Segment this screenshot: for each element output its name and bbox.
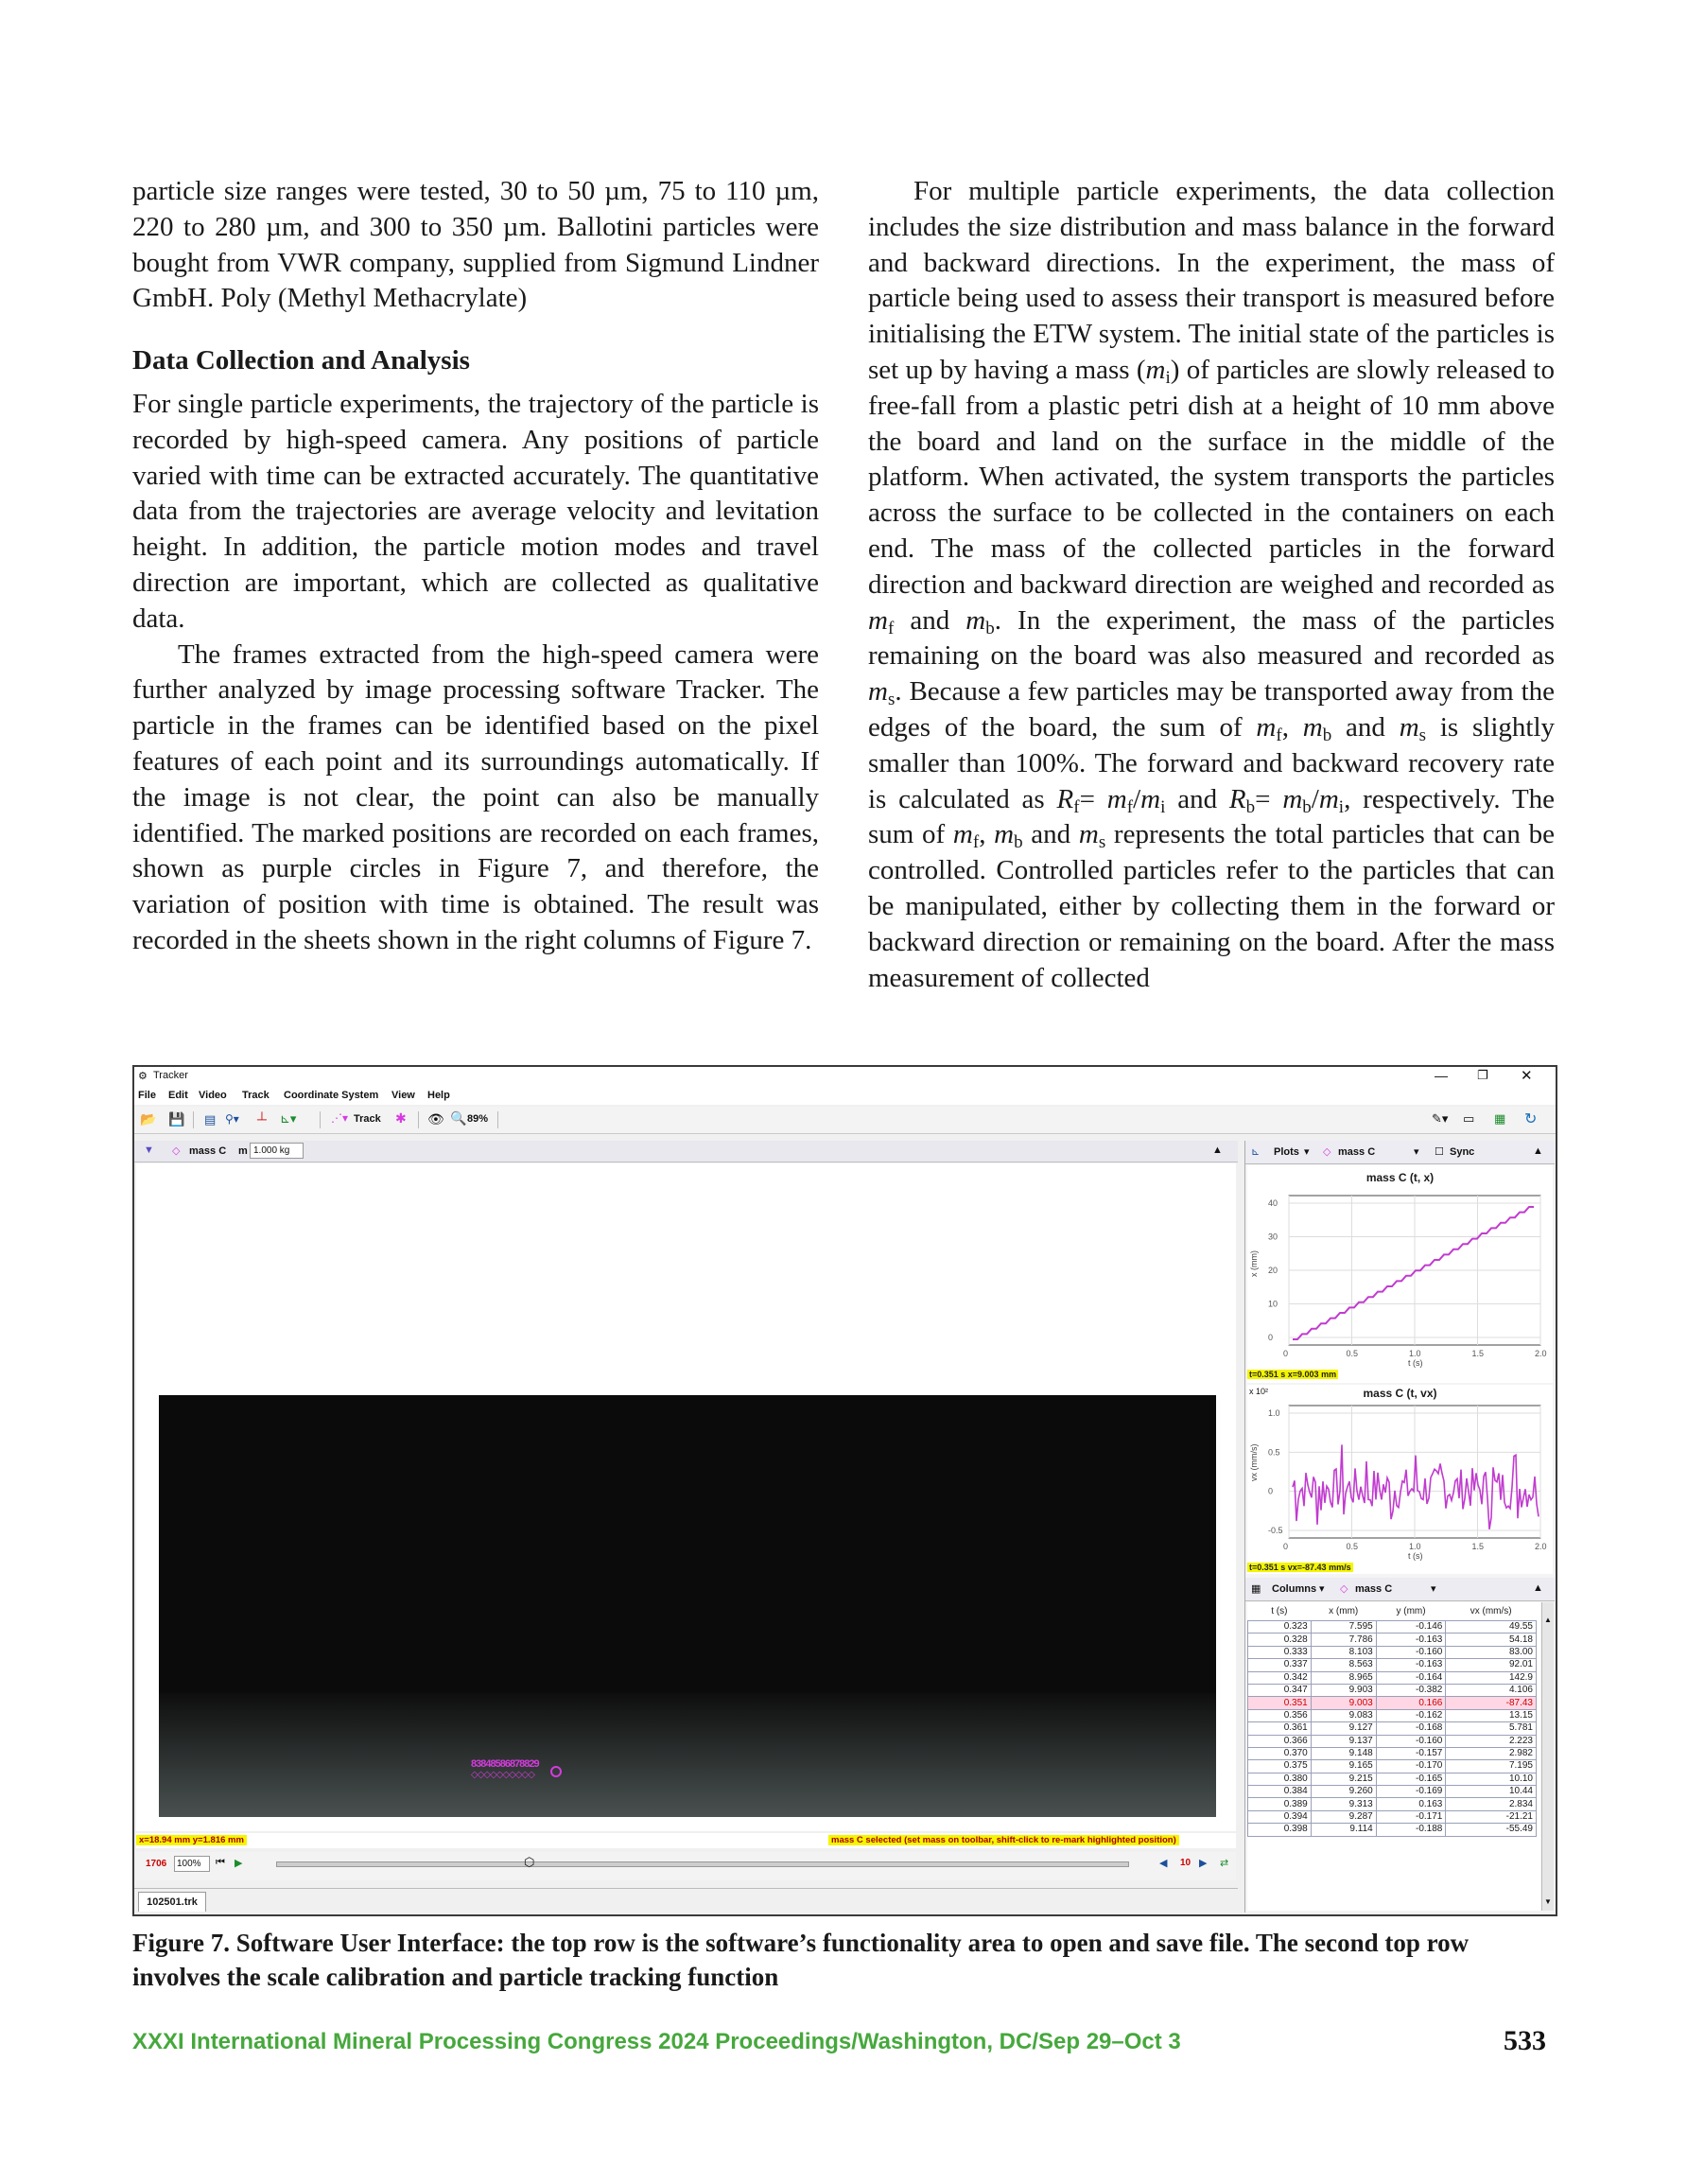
footer-text: XXXI International Mineral Processing Congress 2024 Proceedings/Washington, DC/Sep 29–Oct 3 (132, 2029, 1181, 2054)
table-cell[interactable]: 2.982 (1446, 1747, 1537, 1759)
sync-label: Sync (1450, 1146, 1475, 1158)
right-text-column (868, 174, 1555, 996)
paragraph: For single particle experiments, the trajectory of the particle is recorded by high-speed camera. Any positions of particle varied with time can be extracted accurately. The quantitative data from the trajectories are average velocity and levitation height. In addition, the particle motion modes and travel direction are important, which are collected as qualitative data. (132, 388, 819, 634)
table-row[interactable] (1248, 1671, 1537, 1684)
table-toolbar (1245, 1578, 1555, 1601)
sync-checkbox[interactable]: ☐ (1435, 1146, 1444, 1158)
zoom-level[interactable]: 89% (467, 1113, 489, 1125)
play-icon[interactable]: ▶ (235, 1858, 243, 1869)
table-cell[interactable]: 0.166 (1376, 1697, 1446, 1709)
paragraph: particle size ranges were tested, 30 to 50 µm, 75 to 110 µm, 220 to 280 µm, and 300 to 350 µm. Ballotini particles were bought from VWR company, supplied from Sigmund Lindner GmbH. Poly (Methyl Methacrylate) (132, 176, 819, 314)
table-cell[interactable]: -0.171 (1376, 1810, 1446, 1823)
table-cell[interactable]: 9.165 (1311, 1760, 1376, 1773)
x-tick-label: 2.0 (1535, 1349, 1547, 1358)
track-menu-triangle-icon[interactable]: ▼ (144, 1144, 154, 1156)
table-cell[interactable]: 0.398 (1248, 1824, 1312, 1836)
table-row[interactable] (1248, 1709, 1537, 1721)
plot-title: mass C (t, vx) (1363, 1387, 1437, 1400)
scroll-up-icon[interactable]: ▲ (1544, 1616, 1552, 1624)
track-name[interactable]: mass C (189, 1145, 227, 1157)
table-cell[interactable]: 9.313 (1311, 1798, 1376, 1810)
table-cell[interactable]: 10.44 (1446, 1786, 1537, 1798)
status-message: mass C selected (set mass on toolbar, shift-click to re-mark highlighted position) (828, 1835, 1179, 1845)
rewind-icon[interactable]: ⏮ (216, 1857, 225, 1868)
table-cell[interactable]: 0.333 (1248, 1646, 1312, 1658)
track-button-label[interactable]: Track (354, 1113, 381, 1125)
x-axis-label: t (s) (1408, 1358, 1423, 1368)
table-cell[interactable]: -55.49 (1446, 1824, 1537, 1836)
step-back-icon[interactable]: ◀ (1159, 1858, 1168, 1869)
left-text-column (132, 174, 819, 959)
step-size[interactable]: 10 (1180, 1858, 1191, 1868)
position-plot-svg (1247, 1165, 1553, 1383)
notes-icon[interactable]: ▭ (1463, 1111, 1475, 1126)
chevron-down-icon[interactable]: ▾ (1431, 1583, 1436, 1595)
table-cell[interactable]: -0.168 (1376, 1722, 1446, 1735)
table-cell[interactable]: 9.148 (1311, 1747, 1376, 1759)
table-cell[interactable]: 2.223 (1446, 1735, 1537, 1747)
table-cell[interactable]: 7.786 (1311, 1634, 1376, 1646)
table-cell[interactable]: 9.137 (1311, 1735, 1376, 1747)
file-tab-bar (134, 1888, 1238, 1913)
table-row[interactable] (1248, 1824, 1537, 1836)
menu-video[interactable]: Video (199, 1090, 227, 1101)
plot-scale: x 10² (1249, 1387, 1269, 1396)
table-cell[interactable]: -0.382 (1376, 1684, 1446, 1696)
y-tick-label: 30 (1268, 1232, 1278, 1242)
x-tick-label: 0.5 (1346, 1542, 1359, 1551)
table-cell[interactable]: 0.384 (1248, 1786, 1312, 1798)
track-icon[interactable]: ⋰▾ (331, 1111, 349, 1125)
chevron-down-icon[interactable]: ▾ (1319, 1583, 1325, 1595)
x-tick-label: 1.0 (1409, 1542, 1421, 1551)
chevron-down-icon[interactable]: ▾ (1414, 1146, 1419, 1158)
y-tick-label: 1.0 (1268, 1408, 1280, 1418)
table-cell[interactable]: 0.328 (1248, 1634, 1312, 1646)
table-track-select[interactable]: mass C (1355, 1583, 1393, 1595)
x-tick-label: 2.0 (1535, 1542, 1547, 1551)
table-cell[interactable]: -0.146 (1376, 1621, 1446, 1634)
save-icon[interactable]: 💾 (168, 1111, 185, 1127)
figure-caption: Figure 7. Software User Interface: the top row is the software’s functionality area to open and save file. The second top row involves the scale calibration and particle tracking function (132, 1929, 1470, 1991)
table-cell[interactable]: 0.163 (1376, 1798, 1446, 1810)
tracker-screenshot (132, 1065, 1557, 1916)
table-cell[interactable]: -87.43 (1446, 1697, 1537, 1709)
table-cell[interactable]: 9.083 (1311, 1709, 1376, 1721)
table-icon: ▦ (1251, 1583, 1261, 1595)
paragraph: The frames extracted from the high-speed camera were further analyzed by image processing software Tracker. The particle in the frames can be identified based on the pixel features of each point and its surroundings automatically. If the image is not clear, the point can also be manually identified. The marked positions are recorded on each frames, shown as purple circles in Figure 7, and therefore, the variation of position with time is obtained. The result was recorded in the sheets shown in the right columns of Figure 7. (132, 638, 819, 955)
y-tick-label: 40 (1268, 1198, 1278, 1208)
loop-icon[interactable]: ⇄ (1220, 1858, 1229, 1869)
table-row[interactable] (1248, 1760, 1537, 1773)
mass-label: m (238, 1145, 248, 1157)
pencil-icon[interactable]: ✎▾ (1432, 1111, 1449, 1126)
x-tick-label: 0 (1283, 1349, 1289, 1358)
open-folder-icon[interactable]: 📂 (140, 1111, 157, 1127)
collapse-icon[interactable]: ▲ (1212, 1144, 1223, 1156)
window-titlebar (134, 1067, 1556, 1087)
right-panel (1244, 1141, 1555, 1913)
table-cell[interactable]: 5.781 (1446, 1722, 1537, 1735)
menu-help[interactable]: Help (427, 1090, 450, 1101)
table-cell[interactable]: 4.106 (1446, 1684, 1537, 1696)
table-row[interactable] (1248, 1621, 1537, 1634)
close-icon[interactable]: ✕ (1521, 1068, 1533, 1084)
table-cell[interactable]: 9.127 (1311, 1722, 1376, 1735)
table-cell[interactable]: 7.195 (1446, 1760, 1537, 1773)
table-cell[interactable]: -0.163 (1376, 1659, 1446, 1671)
table-row[interactable] (1248, 1810, 1537, 1823)
table-cell[interactable]: 9.114 (1311, 1824, 1376, 1836)
table-cell[interactable]: 0.375 (1248, 1760, 1312, 1773)
main-toolbar (134, 1107, 1556, 1134)
table-cell[interactable]: -0.164 (1376, 1671, 1446, 1684)
plots-menu-button[interactable]: Plots (1274, 1146, 1299, 1158)
file-tab[interactable]: 102501.trk (138, 1892, 206, 1912)
menu-bar (134, 1086, 1556, 1105)
video-floor (159, 1693, 1216, 1817)
column-header[interactable]: y (mm) (1376, 1602, 1446, 1621)
table-cell[interactable]: 9.003 (1311, 1697, 1376, 1709)
plot-readout: t=0.351 s x=9.003 mm (1249, 1370, 1337, 1379)
plot-toolbar (1245, 1141, 1555, 1164)
frame-slider-thumb[interactable]: ⬡ (524, 1855, 535, 1869)
table-cell[interactable]: 0.380 (1248, 1773, 1312, 1785)
table-cell[interactable]: 0.394 (1248, 1810, 1312, 1823)
data-table[interactable] (1247, 1602, 1540, 1911)
table-row[interactable] (1248, 1722, 1537, 1735)
point-mass-icon: ◇ (172, 1145, 181, 1157)
step-forward-icon[interactable]: ▶ (1199, 1858, 1208, 1869)
eye-icon[interactable]: 👁 (427, 1111, 444, 1127)
y-tick-label: 20 (1268, 1266, 1278, 1275)
table-row[interactable] (1248, 1659, 1537, 1671)
frame-slider-track[interactable] (276, 1861, 1129, 1867)
chevron-down-icon[interactable]: ▾ (1304, 1146, 1310, 1158)
table-row[interactable] (1248, 1798, 1537, 1810)
point-mass-icon: ◇ (1323, 1146, 1331, 1158)
table-cell[interactable]: -0.160 (1376, 1735, 1446, 1747)
table-scrollbar[interactable] (1541, 1602, 1554, 1911)
window-title: Tracker (153, 1070, 188, 1081)
x-tick-label: 0 (1283, 1542, 1289, 1551)
table-cell[interactable]: -0.157 (1376, 1747, 1446, 1759)
table-cell[interactable]: 0.342 (1248, 1671, 1312, 1684)
table-row[interactable] (1248, 1735, 1537, 1747)
table-cell[interactable]: 8.965 (1311, 1671, 1376, 1684)
velocity-plot[interactable] (1247, 1385, 1553, 1574)
table-cell[interactable]: 49.55 (1446, 1621, 1537, 1634)
point-mass-icon: ◇ (1340, 1583, 1348, 1595)
table-cell[interactable]: 9.260 (1311, 1786, 1376, 1798)
status-bar (136, 1833, 1236, 1848)
table-cell[interactable]: 7.595 (1311, 1621, 1376, 1634)
x-axis-label: t (s) (1408, 1551, 1423, 1561)
autotracker-icon[interactable]: ✱ (395, 1110, 407, 1126)
y-axis-label: x (mm) (1249, 1250, 1259, 1277)
table-cell[interactable]: 13.15 (1446, 1709, 1537, 1721)
grid-icon[interactable]: ▦ (1494, 1111, 1506, 1126)
menu-track[interactable]: Track (242, 1090, 270, 1101)
scroll-down-icon[interactable]: ▼ (1544, 1897, 1552, 1906)
menu-edit[interactable]: Edit (168, 1090, 188, 1101)
x-tick-label: 1.5 (1471, 1349, 1485, 1358)
table-cell[interactable]: -0.188 (1376, 1824, 1446, 1836)
y-tick-label: 0 (1268, 1333, 1274, 1342)
table-cell[interactable]: 0.389 (1248, 1798, 1312, 1810)
rate-field[interactable]: 100% (174, 1856, 210, 1872)
table-cell[interactable]: -0.170 (1376, 1760, 1446, 1773)
menu-coordinate-system[interactable]: Coordinate System (284, 1090, 379, 1101)
table-cell[interactable]: 2.834 (1446, 1798, 1537, 1810)
plot-icon: ⊾ (1251, 1146, 1261, 1158)
y-tick-label: 10 (1268, 1299, 1278, 1309)
table-cell[interactable]: -0.163 (1376, 1634, 1446, 1646)
frame-number[interactable]: 1706 (146, 1859, 167, 1869)
table-cell[interactable]: 0.366 (1248, 1735, 1312, 1747)
refresh-icon[interactable]: ↻ (1524, 1111, 1538, 1127)
restore-icon[interactable]: ❐ (1477, 1068, 1488, 1082)
cursor-coordinates: x=18.94 mm y=1.816 mm (136, 1835, 247, 1845)
particle-frame-labels: 83848586878829 (471, 1758, 539, 1770)
column-header[interactable]: t (s) (1248, 1602, 1312, 1621)
table-cell[interactable]: 0.351 (1248, 1697, 1312, 1709)
plot-readout: t=0.351 s vx=-87.43 mm/s (1249, 1563, 1351, 1572)
table-cell[interactable]: 83.00 (1446, 1646, 1537, 1658)
zoom-icon[interactable]: 🔍 (450, 1110, 467, 1126)
track-control-bar (134, 1141, 1238, 1162)
table-row[interactable] (1248, 1646, 1537, 1658)
plot-title: mass C (t, x) (1365, 1171, 1435, 1184)
position-plot[interactable] (1247, 1165, 1553, 1383)
video-view[interactable] (136, 1163, 1236, 1831)
table-cell[interactable]: 142.9 (1446, 1671, 1537, 1684)
y-tick-label: -0.5 (1268, 1526, 1283, 1535)
table-cell[interactable]: 0.347 (1248, 1684, 1312, 1696)
table-cell[interactable]: 0.337 (1248, 1659, 1312, 1671)
table-cell[interactable]: 9.215 (1311, 1773, 1376, 1785)
y-tick-label: 0.5 (1268, 1447, 1280, 1458)
mass-field[interactable]: 1.000 kg (250, 1143, 304, 1159)
table-cell[interactable]: 8.563 (1311, 1659, 1376, 1671)
calibration-tools-icon[interactable]: ⚲▾ (225, 1112, 239, 1126)
table-cell[interactable]: 0.361 (1248, 1722, 1312, 1735)
table-row[interactable] (1248, 1786, 1537, 1798)
table-cell[interactable]: 0.323 (1248, 1621, 1312, 1634)
collapse-icon[interactable]: ▲ (1533, 1145, 1543, 1157)
paragraph: For multiple particle experiments, the data collection includes the size distribution and mass balance in the forward and backward directions. In the experiment, the mass of particle being used to assess their transport is measured before initialising the ETW system. The initial state of the particles is set up by having a mass $(m_i)$ of particles are slowly released to free-fall from a plastic petri dish at a height of 10 mm above the board and land on the surface in the middle of the platform. When activated, the system transports the particles across the surface to be collected in the containers on each end. The mass of the collected particles in the forward direction and backward direction are weighed and recorded as $m_f$ and $m_b$. In the experiment, the mass of the particles remaining on the board was also measured and recorded as $m_s$. Because a few particles may be transported away from the edges of the board, the sum of $m_f$, $m_b$ and $m_s$ is slightly smaller than 100%. The forward and backward recovery rate is calculated as $R_f= m_f/m_i$ and $R_b= m_b/m_i$, respectively. The sum of $m_f$, $m_b$ and $m_s$ represents the total particles that can be controlled. Controlled particles refer to the particles that can be manipulated, either by collecting them in the forward or backward direction or remaining on the board. After the mass measurement of collected (868, 176, 1556, 993)
table-cell[interactable]: -0.169 (1376, 1786, 1446, 1798)
table-cell[interactable]: 92.01 (1446, 1659, 1537, 1671)
clip-settings-icon[interactable]: ▤ (204, 1112, 217, 1127)
menu-file[interactable]: File (138, 1090, 156, 1101)
table-cell[interactable]: 9.287 (1311, 1810, 1376, 1823)
y-axis-label: vx (mm/s) (1249, 1443, 1259, 1481)
app-icon: ⚙ (138, 1071, 148, 1082)
table-cell[interactable]: -0.160 (1376, 1646, 1446, 1658)
menu-view[interactable]: View (391, 1090, 415, 1101)
table-row[interactable] (1248, 1773, 1537, 1785)
table-cell[interactable]: 0.356 (1248, 1709, 1312, 1721)
table-row[interactable] (1248, 1634, 1537, 1646)
table-cell[interactable]: 8.103 (1311, 1646, 1376, 1658)
table-cell[interactable]: 54.18 (1446, 1634, 1537, 1646)
collapse-icon[interactable]: ▲ (1533, 1582, 1543, 1594)
table-row[interactable] (1248, 1684, 1537, 1696)
table-cell[interactable]: 9.903 (1311, 1684, 1376, 1696)
table-row[interactable] (1248, 1747, 1537, 1759)
table-cell[interactable]: -0.162 (1376, 1709, 1446, 1721)
axes-icon[interactable]: ┴ (257, 1111, 267, 1127)
coordinate-axes-icon[interactable]: ⊾▾ (280, 1111, 297, 1126)
y-tick-label: 0 (1268, 1486, 1274, 1496)
x-tick-label: 1.0 (1409, 1349, 1421, 1358)
table-cell[interactable]: -21.21 (1446, 1810, 1537, 1823)
table-cell[interactable]: -0.165 (1376, 1773, 1446, 1785)
player-bar (136, 1852, 1236, 1880)
table-row[interactable] (1248, 1697, 1537, 1709)
table-cell[interactable]: 10.10 (1446, 1773, 1537, 1785)
table-cell[interactable]: 0.370 (1248, 1747, 1312, 1759)
velocity-plot-svg (1247, 1385, 1553, 1574)
section-heading: Data Collection and Analysis (132, 345, 470, 376)
columns-button[interactable]: Columns (1272, 1583, 1317, 1595)
minimize-icon[interactable]: — (1435, 1068, 1448, 1083)
plot-track-select[interactable]: mass C (1338, 1146, 1376, 1158)
x-tick-label: 0.5 (1346, 1349, 1359, 1358)
column-header[interactable]: vx (mm/s) (1446, 1602, 1537, 1621)
page-number: 533 (1504, 2025, 1546, 2056)
column-header[interactable]: x (mm) (1311, 1602, 1376, 1621)
particle-markers: ◇◇◇◇◇◇◇◇◇◇ (471, 1770, 534, 1780)
x-tick-label: 1.5 (1471, 1542, 1485, 1551)
selected-position-marker[interactable] (550, 1766, 562, 1777)
